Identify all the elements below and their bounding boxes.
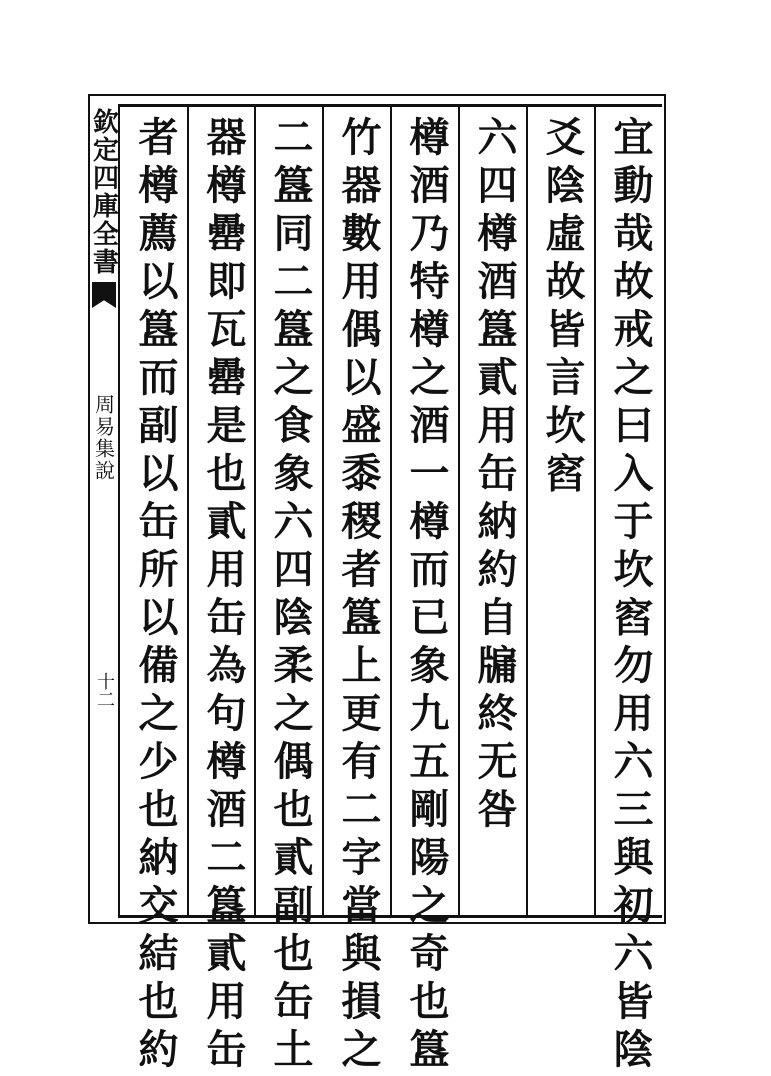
text-column-5 — [325, 108, 391, 1076]
text-column-6 — [257, 108, 323, 1076]
page-margin-strip — [90, 96, 118, 922]
text-column-7 — [190, 108, 256, 1076]
text-column-3 — [461, 108, 527, 914]
fishtail-mark-icon — [92, 282, 116, 308]
text-column-2 — [529, 108, 595, 914]
column-text: 器樽罍即瓦罍是也貳用缶為句樽酒二簋貳用缶 — [200, 116, 247, 1076]
column-text: 者樽薦以簋而副以缶所以備之少也納交結也約 — [132, 116, 179, 1076]
text-column-4 — [393, 108, 459, 1076]
collection-title: 欽定四庫全書 — [88, 108, 119, 276]
text-column-1 — [597, 108, 663, 1076]
column-text: 六四樽酒簋貳用缶納約自牖終无咎 — [471, 116, 518, 836]
text-column-8 — [122, 108, 188, 1076]
column-text: 二簋同二簋之食象六四陰柔之偶也貳副也缶土 — [267, 116, 314, 1076]
page-number: 十二 — [94, 672, 115, 708]
column-text: 竹器數用偶以盛黍稷者簋上更有二字當與損之 — [335, 116, 382, 1076]
column-text: 樽酒乃特樽之酒一樽而已象九五剛陽之奇也簋 — [403, 116, 450, 1076]
column-text: 宜動哉故戒之曰入于坎窞勿用六三與初六皆陰 — [607, 116, 654, 1076]
book-title: 周易集說 — [91, 394, 116, 482]
column-text: 爻陰虛故皆言坎窞 — [539, 116, 586, 500]
